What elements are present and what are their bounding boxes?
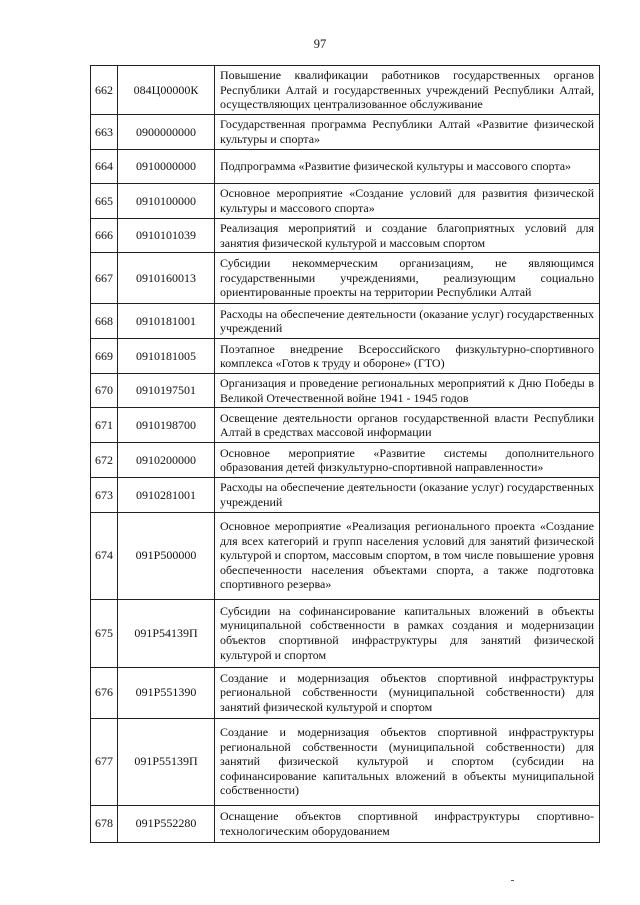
row-number: 663 [91, 115, 118, 150]
row-description: Реализация мероприятий и создание благоприятных условий для занятия физической культурой и массовым спортом [215, 219, 600, 253]
row-code: 0910281001 [118, 478, 215, 512]
table-row [91, 478, 600, 512]
budget-code-table [90, 65, 600, 843]
row-number: 662 [91, 66, 118, 115]
row-description: Основное мероприятие «Развитие системы дополнительного образования детей физкультурно-спортивной направленности» [215, 443, 600, 478]
row-number: 666 [91, 219, 118, 253]
row-number: 673 [91, 478, 118, 512]
row-number: 671 [91, 408, 118, 443]
table-body [91, 66, 600, 843]
table-row [91, 253, 600, 304]
row-code: 091P500000 [118, 512, 215, 599]
row-number: 668 [91, 304, 118, 339]
row-code: 091P552280 [118, 805, 215, 842]
table-row [91, 115, 600, 150]
row-description: Субсидии некоммерческим организациям, не являющимся государственными учреждениями, реализующим социально ориентированные проекты на территории Республики Алтай [215, 253, 600, 304]
row-number: 665 [91, 184, 118, 219]
row-description: Расходы на обеспечение деятельности (оказание услуг) государственных учреждений [215, 478, 600, 512]
table-row [91, 408, 600, 443]
table-row [91, 339, 600, 374]
row-number: 675 [91, 599, 118, 667]
row-code: 0910000000 [118, 150, 215, 184]
table-row [91, 512, 600, 599]
row-code: 084Ц00000К [118, 66, 215, 115]
row-description: Расходы на обеспечение деятельности (оказание услуг) государственных учреждений [215, 304, 600, 339]
row-number: 664 [91, 150, 118, 184]
row-description: Оснащение объектов спортивной инфраструктуры спортивно-технологическим оборудованием [215, 805, 600, 842]
table-row [91, 304, 600, 339]
row-code: 0910160013 [118, 253, 215, 304]
row-number: 669 [91, 339, 118, 374]
row-description: Создание и модернизация объектов спортивной инфраструктуры региональной собственности (муниципальной собственности) для занятий физической культурой и спортом (субсидии на софинансирование капитальных вложений в объекты муниципальной собственности) [215, 718, 600, 805]
table-row [91, 667, 600, 718]
row-number: 677 [91, 718, 118, 805]
row-code: 0910100000 [118, 184, 215, 219]
row-description: Организация и проведение региональных мероприятий к Дню Победы в Великой Отечественной войне 1941 - 1945 годов [215, 374, 600, 408]
row-description: Основное мероприятие «Создание условий для развития физической культуры и массового спорта» [215, 184, 600, 219]
table-row [91, 805, 600, 842]
row-code: 0910101039 [118, 219, 215, 253]
row-description: Государственная программа Республики Алтай «Развитие физической культуры и спорта» [215, 115, 600, 150]
table-row [91, 718, 600, 805]
row-number: 670 [91, 374, 118, 408]
row-code: 0910197501 [118, 374, 215, 408]
row-number: 672 [91, 443, 118, 478]
row-code: 0910181001 [118, 304, 215, 339]
table-row [91, 443, 600, 478]
page-number: 97 [313, 37, 327, 51]
row-code: 0910181005 [118, 339, 215, 374]
row-code: 091P54139П [118, 599, 215, 667]
row-description: Создание и модернизация объектов спортивной инфраструктуры региональной собственности (муниципальной собственности) для занятий физической культурой и спортом [215, 667, 600, 718]
row-description: Повышение квалификации работников государственных органов Республики Алтай и государственных учреждений Республики Алтай, осуществляющих централизованное обслуживание [215, 66, 600, 115]
row-description: Подпрограмма «Развитие физической культуры и массового спорта» [215, 150, 600, 184]
row-description: Освещение деятельности органов государственной власти Республики Алтай в средствах массовой информации [215, 408, 600, 443]
table-row [91, 374, 600, 408]
row-code: 0910198700 [118, 408, 215, 443]
row-code: 091P551390 [118, 667, 215, 718]
table-row [91, 184, 600, 219]
row-description: Основное мероприятие «Реализация регионального проекта «Создание для всех категорий и групп населения условий для занятий физической культурой и спортом, массовым спортом, в том числе повышение уровня обеспеченности населения объектами спорта, а также подготовка спортивного резерва» [215, 512, 600, 599]
table-row [91, 599, 600, 667]
row-number: 674 [91, 512, 118, 599]
row-number: 676 [91, 667, 118, 718]
row-code: 0900000000 [118, 115, 215, 150]
row-number: 678 [91, 805, 118, 842]
table-row [91, 150, 600, 184]
scan-speck [511, 880, 514, 881]
table-row [91, 66, 600, 115]
row-description: Поэтапное внедрение Всероссийского физкультурно-спортивного комплекса «Готов к труду и обороне» (ГТО) [215, 339, 600, 374]
row-description: Субсидии на софинансирование капитальных вложений в объекты муниципальной собственности в рамках создания и модернизации объектов спортивной инфраструктуры для занятий физической культурой и спортом [215, 599, 600, 667]
row-number: 667 [91, 253, 118, 304]
row-code: 091P55139П [118, 718, 215, 805]
row-code: 0910200000 [118, 443, 215, 478]
table-row [91, 219, 600, 253]
